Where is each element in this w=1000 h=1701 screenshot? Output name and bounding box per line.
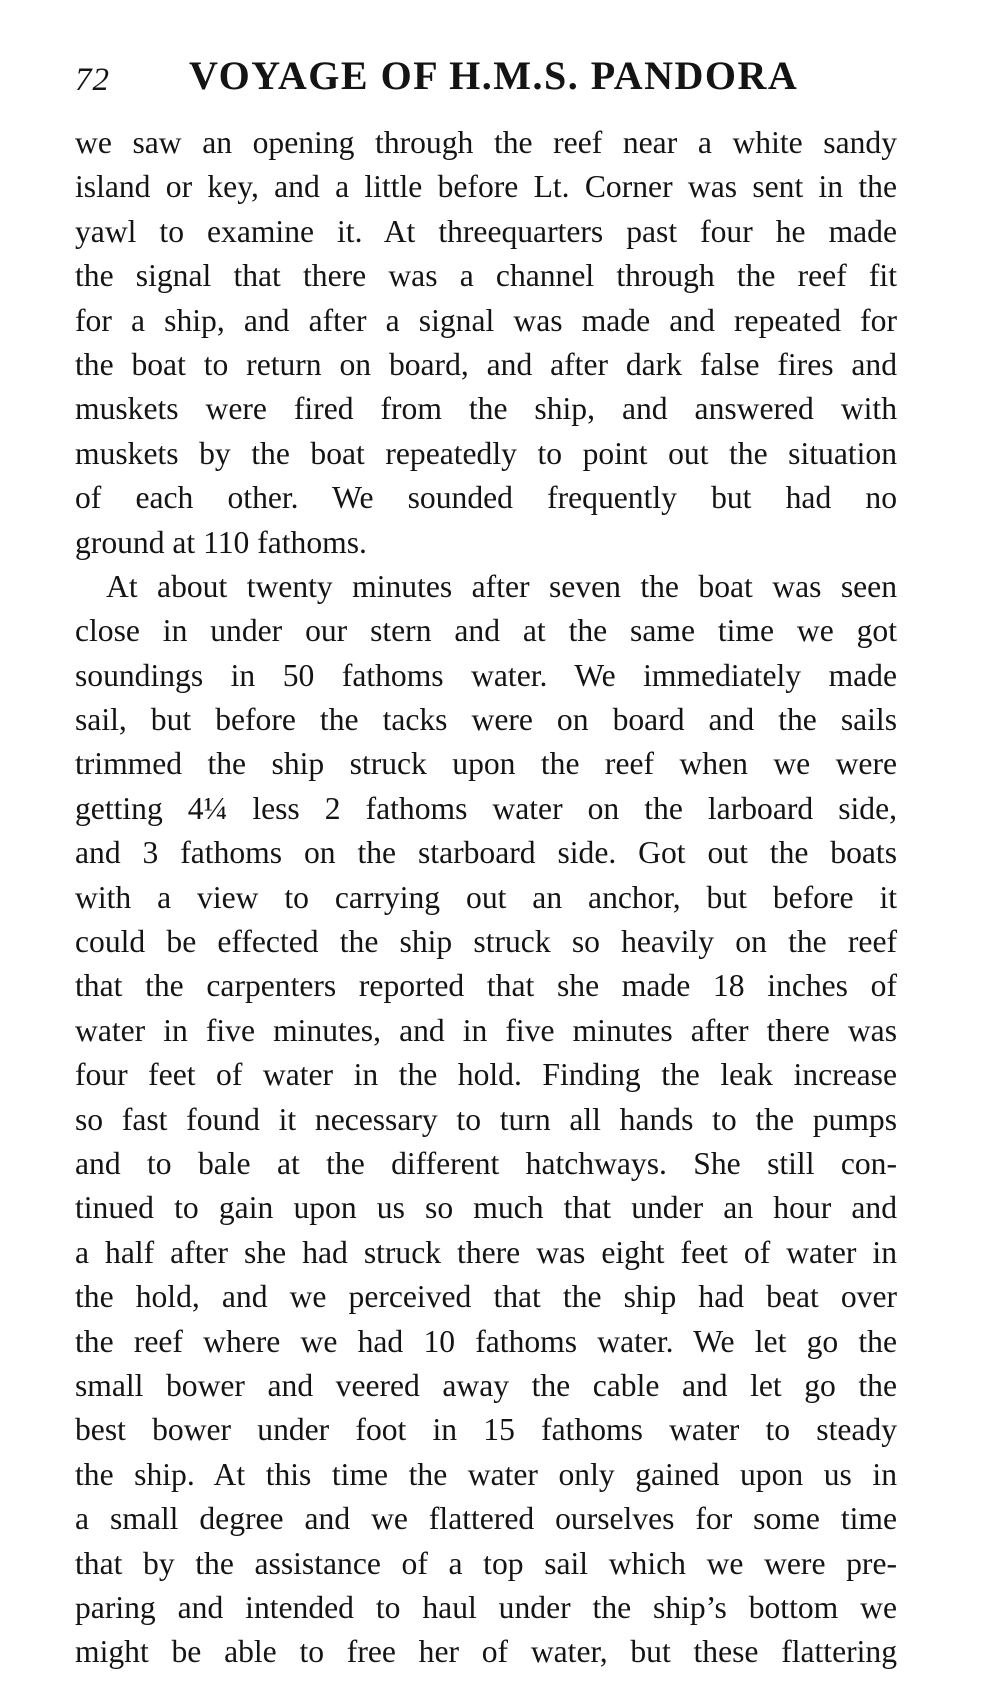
text-line: close in under our stern and at the same time we got bbox=[75, 613, 897, 649]
text-line: four feet of water in the hold. Finding the leak increase bbox=[75, 1057, 897, 1093]
text-line: so fast found it necessary to turn all hands to the pumps bbox=[75, 1101, 897, 1137]
text-line: muskets by the boat repeatedly to point out the situation bbox=[75, 435, 897, 471]
text-line: that by the assistance of a top sail which we were pre- bbox=[75, 1545, 897, 1581]
text-line: a half after she had struck there was eight feet of water in bbox=[75, 1234, 897, 1270]
text-line: the boat to return on board, and after dark false fires and bbox=[75, 346, 897, 382]
text-line: could be effected the ship struck so heavily on the reef bbox=[75, 924, 897, 960]
text-line: the reef where we had 10 fathoms water. We let go the bbox=[75, 1323, 897, 1359]
text-line: sail, but before the tacks were on board and the sails bbox=[75, 702, 897, 738]
text-line: might be able to free her of water, but these flattering bbox=[75, 1634, 897, 1670]
text-line: soundings in 50 fathoms water. We immediately made bbox=[75, 657, 897, 693]
text-line: the hold, and we perceived that the ship had beat over bbox=[75, 1279, 897, 1315]
text-line: paring and intended to haul under the ship’s bottom we bbox=[75, 1589, 897, 1625]
text-line: ground at 110 fathoms. bbox=[75, 524, 367, 560]
text-line: best bower under foot in 15 fathoms water to steady bbox=[75, 1412, 897, 1448]
text-line: and 3 fathoms on the starboard side. Got out the boats bbox=[75, 835, 897, 871]
page-number: 72 bbox=[75, 62, 110, 98]
text-line: we saw an opening through the reef near a white sandy bbox=[75, 125, 897, 160]
text-line: for a ship, and after a signal was made and repeated for bbox=[75, 302, 897, 338]
text-line: small bower and veered away the cable and let go the bbox=[75, 1367, 897, 1403]
paragraph-2 bbox=[75, 565, 897, 1675]
text-line: trimmed the ship struck upon the reef when we were bbox=[75, 746, 897, 782]
body-text bbox=[75, 121, 897, 1675]
text-line: At about twenty minutes after seven the boat was seen bbox=[106, 568, 897, 604]
running-head bbox=[75, 52, 875, 112]
text-line: of each other. We sounded frequently but had no bbox=[75, 480, 897, 516]
text-line: muskets were fired from the ship, and answered with bbox=[75, 391, 897, 427]
text-line: yawl to examine it. At threequarters past four he made bbox=[75, 213, 897, 249]
text-line: tinued to gain upon us so much that under an hour and bbox=[75, 1190, 897, 1226]
text-line: and to bale at the different hatchways. She still con- bbox=[75, 1145, 897, 1181]
text-line: island or key, and a little before Lt. Corner was sent in the bbox=[75, 169, 897, 205]
text-line: the ship. At this time the water only gained upon us in bbox=[75, 1456, 897, 1492]
running-title: VOYAGE OF H.M.S. PANDORA bbox=[189, 53, 799, 98]
text-line: that the carpenters reported that she made 18 inches of bbox=[75, 968, 897, 1004]
paragraph-1 bbox=[75, 121, 897, 565]
text-line: getting 4¼ less 2 fathoms water on the larboard side, bbox=[75, 790, 897, 826]
text-line: a small degree and we flattered ourselves for some time bbox=[75, 1501, 897, 1537]
text-line: the signal that there was a channel through the reef fit bbox=[75, 258, 897, 294]
text-line: with a view to carrying out an anchor, but before it bbox=[75, 879, 897, 915]
text-line: water in five minutes, and in five minutes after there was bbox=[75, 1012, 897, 1048]
